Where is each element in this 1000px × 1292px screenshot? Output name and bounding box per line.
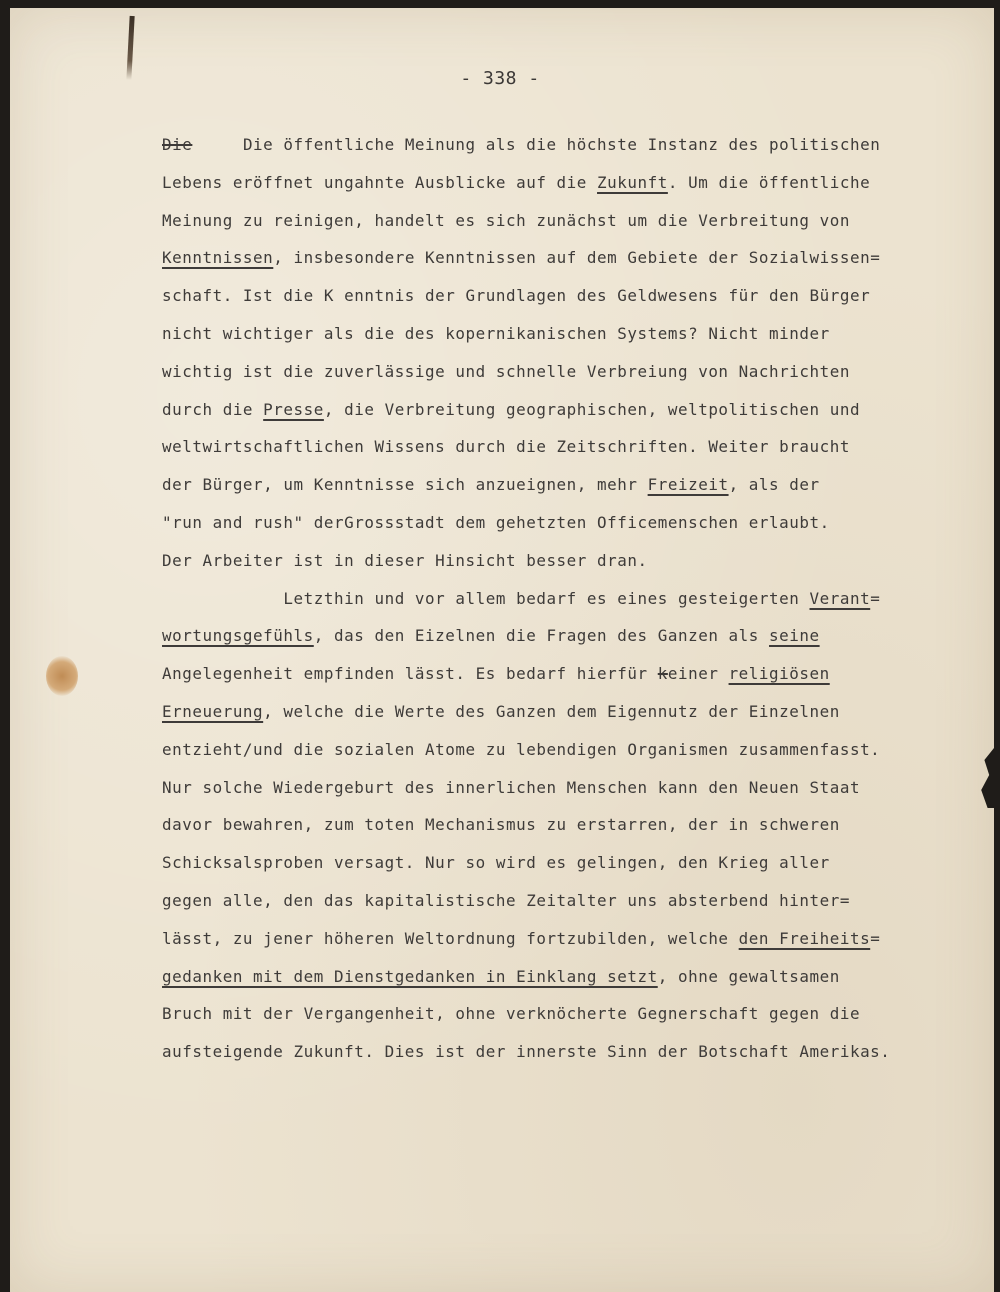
text-line — [162, 542, 982, 580]
text-segment: aufsteigende Zukunft. Dies ist der innerste Sinn der Botschaft Amerikas. — [162, 1042, 891, 1062]
text-segment: , ohne gewaltsamen — [657, 966, 840, 986]
text-line — [162, 693, 982, 731]
underlined-text: Verant — [809, 588, 871, 608]
struck-text: k — [657, 664, 668, 684]
text-segment: entzieht/und die sozialen Atome zu lebendigen Organismen zusammenfasst. — [162, 739, 881, 759]
text-line — [162, 731, 982, 769]
text-segment: wichtig ist die zuverlässige und schnelle Verbreiung von Nachrichten — [162, 361, 850, 381]
text-line — [162, 353, 982, 391]
text-segment: Bruch mit der Vergangenheit, ohne verknöcherte Gegnerschaft gegen die — [162, 1004, 861, 1024]
text-line — [162, 882, 982, 920]
text-segment: , welche die Werte des Ganzen dem Eigennutz der Einzelnen — [263, 701, 840, 721]
text-line — [162, 806, 982, 844]
underlined-text: Zukunft — [597, 172, 668, 192]
text-segment: Letzthin und vor allem bedarf es eines gesteigerten — [162, 588, 810, 608]
text-segment: = — [870, 588, 881, 608]
underlined-text: den Freiheits — [738, 928, 871, 948]
underlined-text: Erneuerung — [162, 701, 264, 721]
text-line — [162, 1033, 982, 1071]
text-segment: der Bürger, um Kenntnisse sich anzueignen, mehr — [162, 475, 648, 495]
underlined-text: Kenntnissen — [162, 248, 274, 268]
text-segment: durch die — [162, 399, 264, 419]
text-segment: Nur solche Wiedergeburt des innerlichen Menschen kann den Neuen Staat — [162, 777, 861, 797]
text-line — [162, 202, 982, 240]
text-line — [162, 617, 982, 655]
text-segment: , insbesondere Kenntnissen auf dem Gebiete der Sozialwissen= — [273, 248, 881, 268]
page-number: - 338 - — [460, 68, 540, 89]
underlined-text: Freizeit — [647, 475, 729, 495]
underlined-text: wortungsgefühls — [162, 626, 314, 646]
text-segment: davor bewahren, zum toten Mechanismus zu erstarren, der in schweren — [162, 815, 840, 835]
text-line — [162, 769, 982, 807]
text-line — [162, 126, 982, 164]
text-line — [162, 995, 982, 1033]
text-segment: Angelegenheit empfinden lässt. Es bedarf hierfür — [162, 664, 658, 684]
text-line — [162, 391, 982, 429]
underlined-text: seine — [769, 626, 820, 646]
text-line — [162, 844, 982, 882]
text-segment: schaft. Ist die K enntnis der Grundlagen des Geldwesens für den Bürger — [162, 286, 871, 306]
text-segment: "run and rush" derGrossstadt dem gehetzten Officemenschen erlaubt. — [162, 512, 830, 532]
text-segment: Der Arbeiter ist in dieser Hinsicht besser dran. — [162, 550, 648, 570]
text-segment: lässt, zu jener höheren Weltordnung fortzubilden, welche — [162, 928, 739, 948]
text-line — [162, 920, 982, 958]
underlined-text: Presse — [263, 399, 324, 419]
text-line — [162, 239, 982, 277]
text-line — [162, 958, 982, 996]
text-segment: Lebens eröffnet ungahnte Ausblicke auf die — [162, 172, 598, 192]
paper-stain — [46, 656, 78, 696]
text-segment: Schicksalsproben versagt. Nur so wird es gelingen, den Krieg aller — [162, 853, 830, 873]
text-segment: = — [870, 928, 881, 948]
text-line — [162, 428, 982, 466]
typewritten-body-text — [162, 126, 982, 1071]
text-line — [162, 580, 982, 618]
text-segment: gegen alle, den das kapitalistische Zeitalter uns absterbend hinter= — [162, 890, 850, 910]
text-segment: , die Verbreitung geographischen, weltpolitischen und — [323, 399, 861, 419]
text-segment: . Um die öffentliche — [667, 172, 871, 192]
underlined-text: religiösen — [728, 664, 830, 684]
text-line — [162, 164, 982, 202]
text-line — [162, 655, 982, 693]
text-segment: weltwirtschaftlichen Wissens durch die Zeitschriften. Weiter braucht — [162, 437, 850, 457]
text-segment: , das den Eizelnen die Fragen des Ganzen als — [313, 626, 770, 646]
text-segment: Die öffentliche Meinung als die höchste Instanz des politischen — [192, 135, 881, 154]
text-segment: , als der — [728, 475, 820, 495]
text-line — [162, 504, 982, 542]
text-line — [162, 315, 982, 353]
text-segment: einer — [667, 664, 729, 684]
text-line — [162, 277, 982, 315]
text-segment: Meinung zu reinigen, handelt es sich zunächst um die Verbreitung von — [162, 210, 850, 230]
text-segment: nicht wichtiger als die des kopernikanischen Systems? Nicht minder — [162, 323, 830, 343]
text-line — [162, 466, 982, 504]
struck-text: Die — [162, 135, 193, 154]
underlined-text: gedanken mit dem Dienstgedanken in Einklang setzt — [162, 966, 658, 986]
